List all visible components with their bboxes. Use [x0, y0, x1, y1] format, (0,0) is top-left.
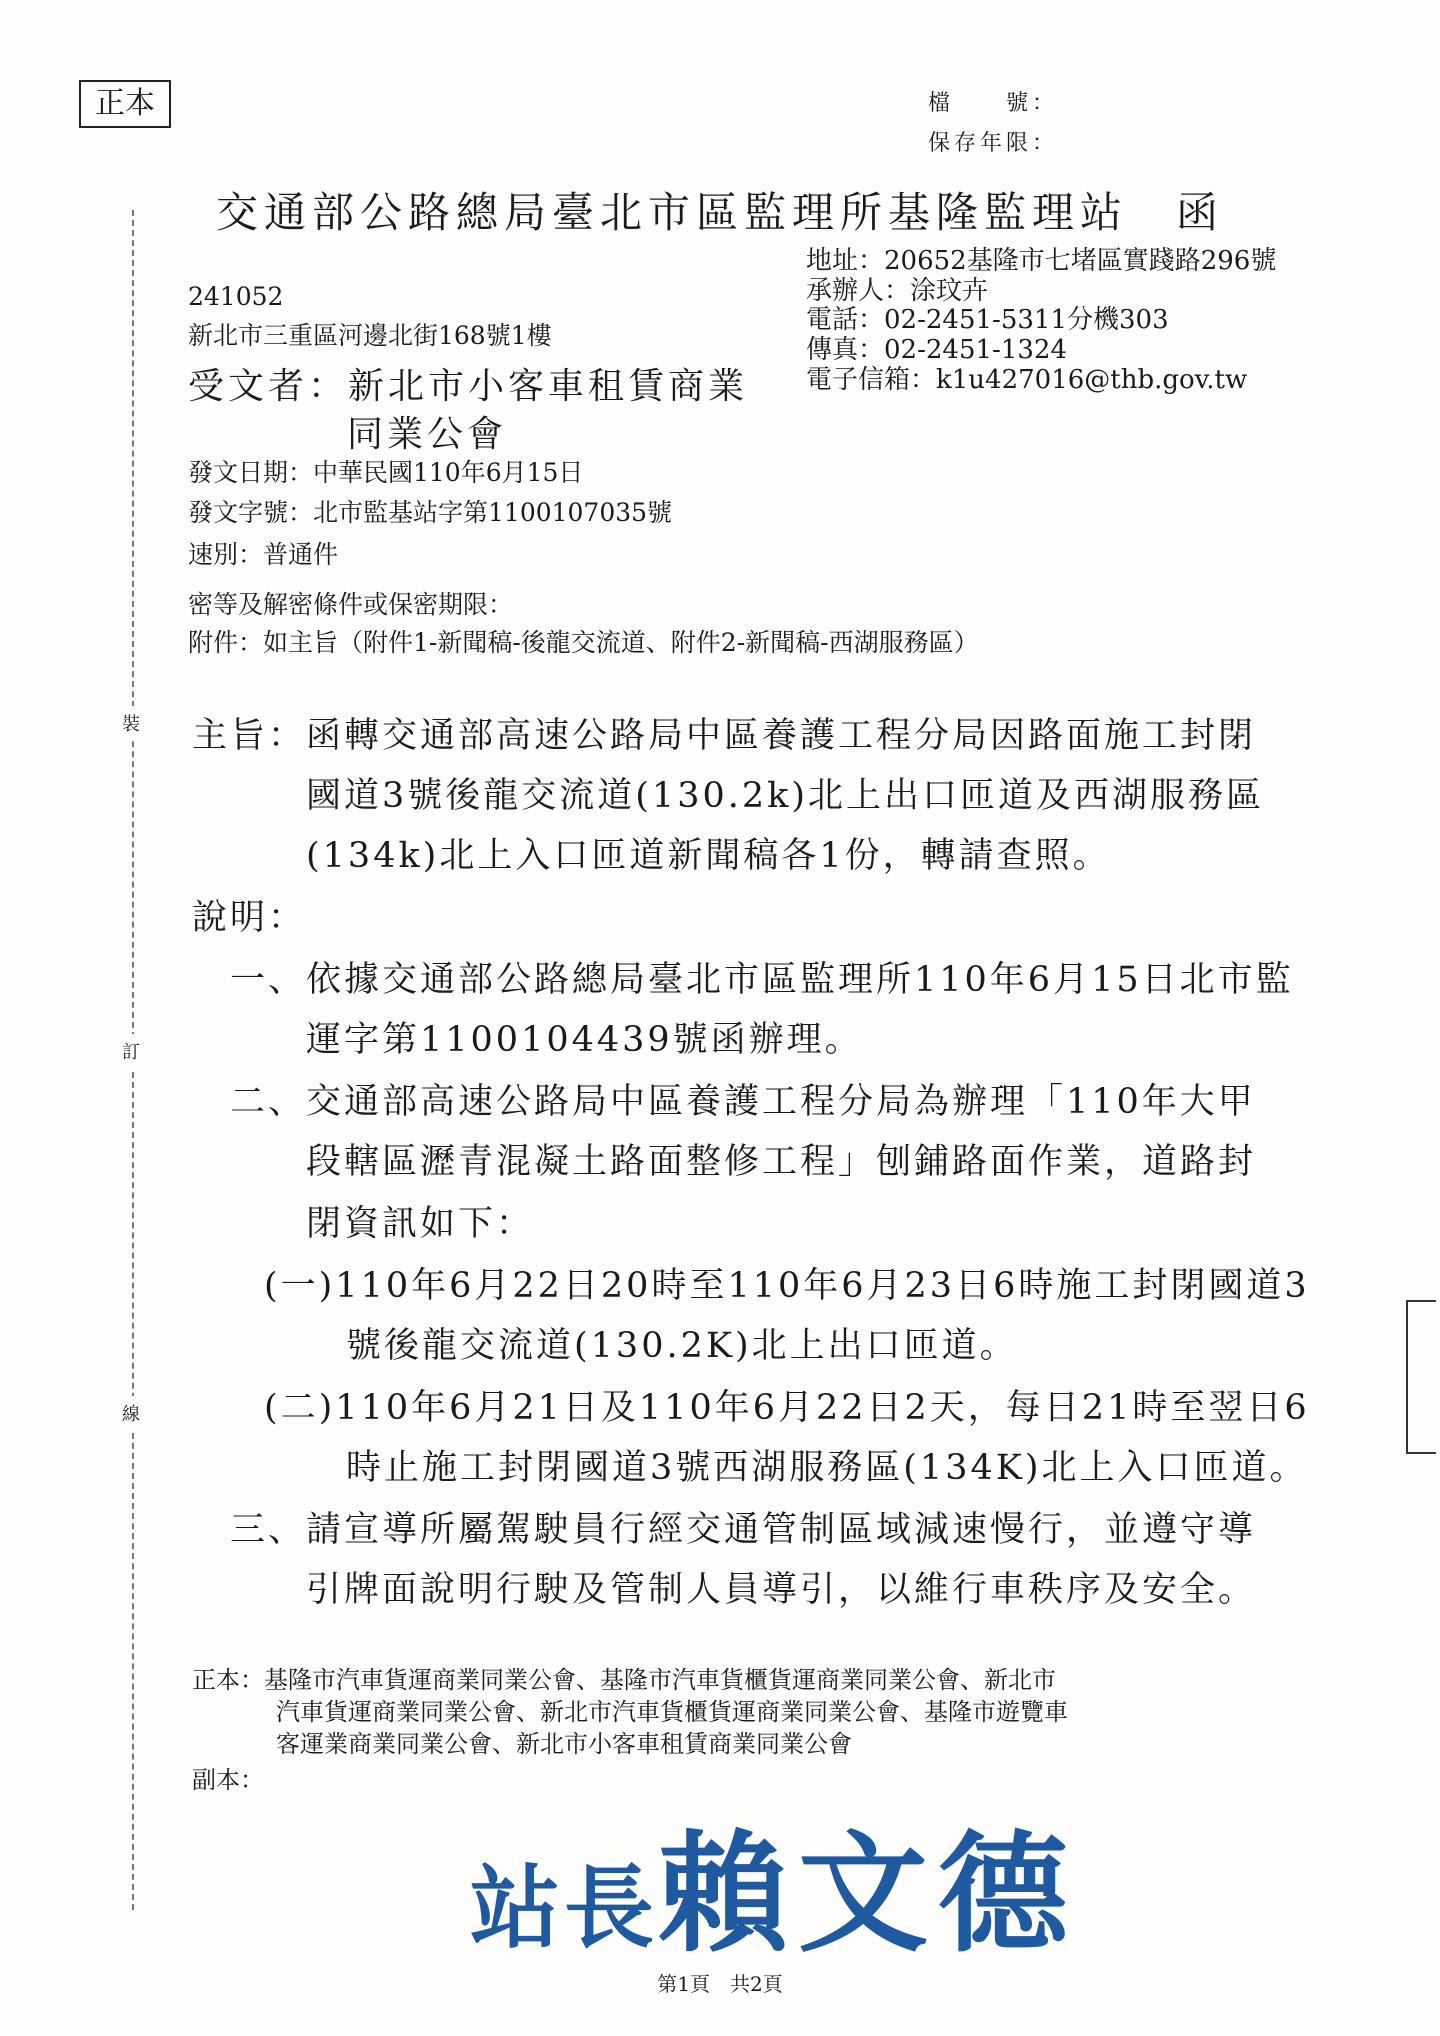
- distribution-original-line-3: 客運業商業同業公會、新北市小客車租賃商業同業公會: [276, 1730, 852, 1758]
- edge-seal-fragment: [1406, 1300, 1436, 1454]
- issue-number: 發文字號：北市監基站字第1100107035號: [188, 498, 673, 527]
- closure-item-1-line-1: (一)110年6月22日20時至110年6月23日6時施工封閉國道3: [264, 1266, 1310, 1306]
- original-copy-stamp: 正本: [79, 80, 171, 128]
- distribution-original-line-2: 汽車貨運商業同業公會、新北市汽車貨櫃貨運商業同業公會、基隆市遊覽車: [276, 1698, 1068, 1726]
- explanation-item-2-line-1: 二、交通部高速公路局中區養護工程分局為辦理「110年大甲: [230, 1082, 1256, 1122]
- contact-fax: 傳真：02-2451-1324: [806, 335, 1067, 365]
- document-title: 交通部公路總局臺北市區監理所基隆監理站 函: [215, 188, 1224, 237]
- contact-email: 電子信箱：k1u427016@thb.gov.tw: [806, 365, 1248, 395]
- subject-line-2: 國道3號後龍交流道(130.2k)北上出口匝道及西湖服務區: [306, 776, 1264, 816]
- explanation-item-2-line-2: 段轄區瀝青混凝土路面整修工程」刨鋪路面作業，道路封: [306, 1142, 1257, 1182]
- recipient-postal-code: 241052: [188, 282, 284, 311]
- issue-date: 發文日期：中華民國110年6月15日: [188, 458, 584, 487]
- explanation-item-1-line-1: 一、依據交通部公路總局臺北市區監理所110年6月15日北市監: [230, 960, 1294, 1000]
- explanation-item-3-line-1: 三、請宣導所屬駕駛員行經交通管制區域減速慢行，並遵守導: [230, 1510, 1257, 1550]
- signature-title: 站長: [470, 1855, 658, 1961]
- recipient-line-1: 受文者：新北市小客車租賃商業: [188, 366, 749, 407]
- explanation-item-2-line-3: 閉資訊如下：: [306, 1204, 535, 1244]
- contact-address: 地址：20652基隆市七堵區實踐路296號: [806, 246, 1277, 276]
- binding-mark-ding: 訂: [122, 1034, 140, 1068]
- explanation-item-1-line-2: 運字第1100104439號函辦理。: [306, 1020, 863, 1060]
- retention-period-label: 保存年限：: [928, 131, 1059, 156]
- subject-line-3: (134k)北上入口匝道新聞稿各1份，轉請查照。: [306, 836, 1111, 876]
- binding-mark-zhuang: 裝: [122, 706, 140, 740]
- distribution-copy: 副本：: [192, 1766, 264, 1794]
- secrecy-conditions: 密等及解密條件或保密期限：: [188, 590, 514, 619]
- contact-phone: 電話：02-2451-5311分機303: [806, 305, 1169, 335]
- subject-line-1: 主旨：函轉交通部高速公路局中區養護工程分局因路面施工封閉: [192, 716, 1257, 756]
- binding-mark-xian: 線: [122, 1396, 140, 1430]
- file-number-label: 檔 號：: [928, 91, 1059, 116]
- attachments: 附件：如主旨（附件1-新聞稿-後龍交流道、附件2-新聞稿-西湖服務區）: [188, 628, 979, 657]
- signature-name: 賴文德: [658, 1817, 1079, 1970]
- delivery-speed: 速別：普通件: [188, 540, 339, 569]
- closure-item-2-line-2: 時止施工封閉國道3號西湖服務區(134K)北上入口匝道。: [346, 1448, 1308, 1488]
- recipient-line-2: 同業公會: [347, 414, 508, 455]
- contact-handler: 承辦人：涂玟卉: [806, 276, 989, 306]
- recipient-address: 新北市三重區河邊北街168號1樓: [188, 321, 552, 350]
- distribution-original-line-1: 正本：基隆市汽車貨運商業同業公會、基隆市汽車貨櫃貨運商業同業公會、新北市: [192, 1666, 1056, 1694]
- page-number: 第1頁 共2頁: [657, 1972, 783, 1996]
- closure-item-1-line-2: 號後龍交流道(130.2K)北上出口匝道。: [346, 1326, 1018, 1366]
- explanation-item-3-line-2: 引牌面說明行駛及管制人員導引，以維行車秩序及安全。: [306, 1570, 1257, 1610]
- director-signature-seal: [470, 1790, 1078, 1977]
- explanation-heading: 說明：: [192, 898, 307, 938]
- closure-item-2-line-1: (二)110年6月21日及110年6月22日2天，每日21時至翌日6: [264, 1388, 1310, 1428]
